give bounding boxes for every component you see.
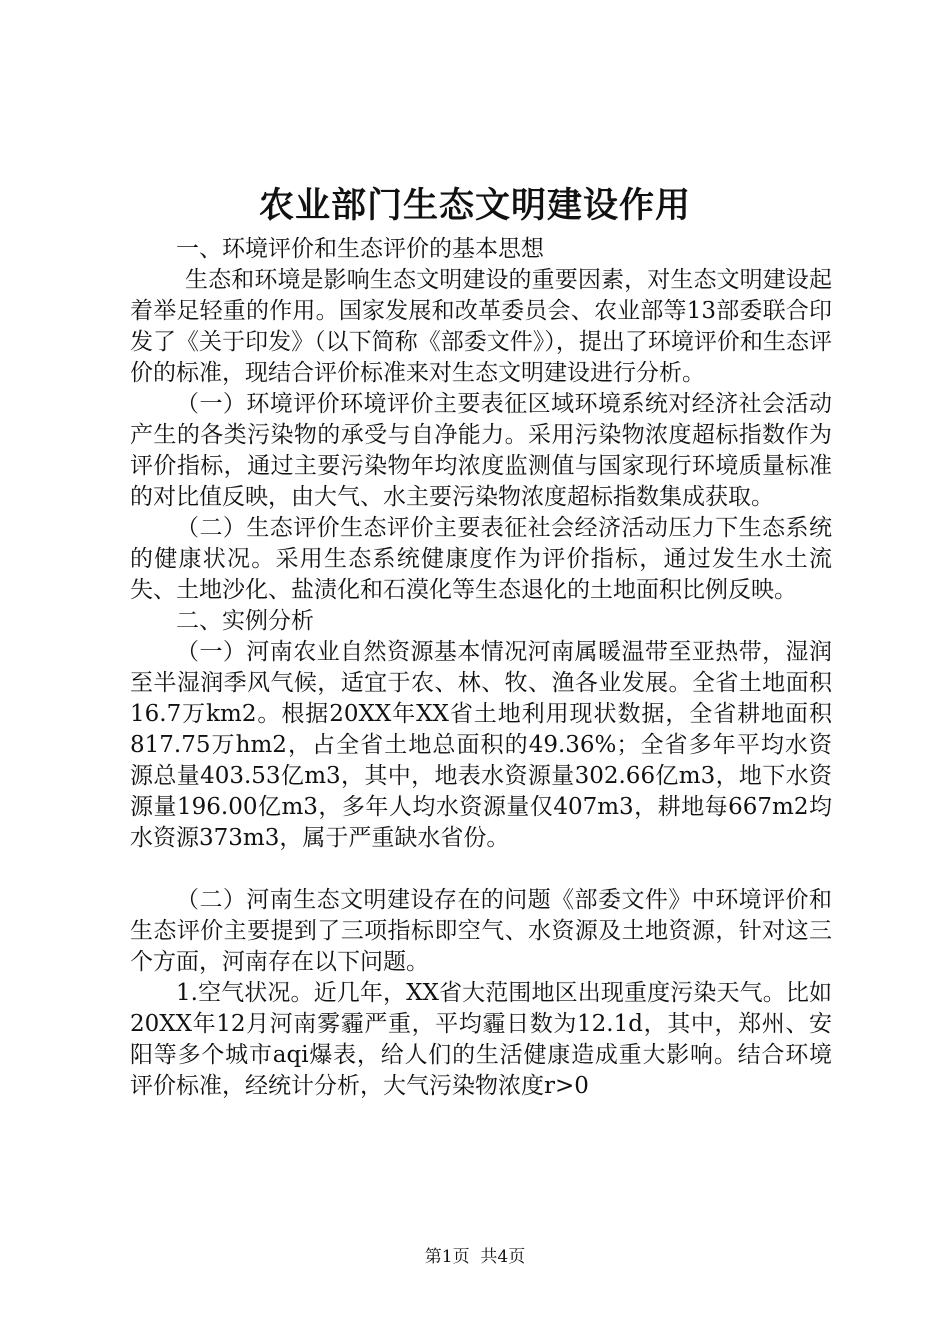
- paragraph-air-status: 1.空气状况。近几年，XX省大范围地区出现重度污染天气。比如20XX年12月河南雾霾严重，平均霾日数为12.1d，其中，郑州、安阳等多个城市aqi爆表，给人们的生活健康造成重大影响。结合环境评价标准，经统计分析，大气污染物浓度r>0: [130, 980, 832, 1099]
- section-heading-1: 一、环境评价和生态评价的基本思想: [176, 236, 544, 262]
- paragraph-henan-problems: （二）河南生态文明建设存在的问题《部委文件》中环境评价和生态评价主要提到了三项指标即空气、水资源及土地资源，针对这三个方面，河南存在以下问题。: [130, 887, 832, 975]
- document-title: 农业部门生态文明建设作用: [258, 185, 691, 226]
- page-footer: [0, 1245, 950, 1269]
- section-heading-2: 二、实例分析: [176, 608, 314, 634]
- paragraph-environment-evaluation: （一）环境评价环境评价主要表征区域环境系统对经济社会活动产生的各类污染物的承受与自净能力。采用污染物浓度超标指数作为评价指标，通过主要污染物年均浓度监测值与国家现行环境质量标准的对比值反映，由大气、水主要污染物浓度超标指数集成获取。: [130, 391, 832, 510]
- paragraph-intro: 生态和环境是影响生态文明建设的重要因素，对生态文明建设起着举足轻重的作用。国家发展和改革委员会、农业部等13部委联合印发了《关于印发》（以下简称《部委文件》），提出了环境评价和生态评价的标准，现结合评价标准来对生态文明建设进行分析。: [130, 267, 832, 386]
- paragraph-henan-resources: （一）河南农业自然资源基本情况河南属暖温带至亚热带，湿润至半湿润季风气候，适宜于农、林、牧、渔各业发展。全省土地面积16.7万km2。根据20XX年XX省土地利用现状数据，全省耕地面积817.75万hm2，占全省土地总面积的49.36%；全省多年平均水资源总量403.53亿m3，其中，地表水资源量302.66亿m3，地下水资源量196.00亿m3，多年人均水资源量仅407m3，耕地每667m2均水资源373m3，属于严重缺水省份。: [130, 639, 832, 851]
- paragraph-ecology-evaluation: （二）生态评价生态评价主要表征社会经济活动压力下生态系统的健康状况。采用生态系统健康度作为评价指标，通过发生水土流失、土地沙化、盐渍化和石漠化等生态退化的土地面积比例反映。: [130, 515, 832, 603]
- page-number: 第1页 共4页: [424, 1247, 526, 1267]
- document-body: [130, 234, 832, 1102]
